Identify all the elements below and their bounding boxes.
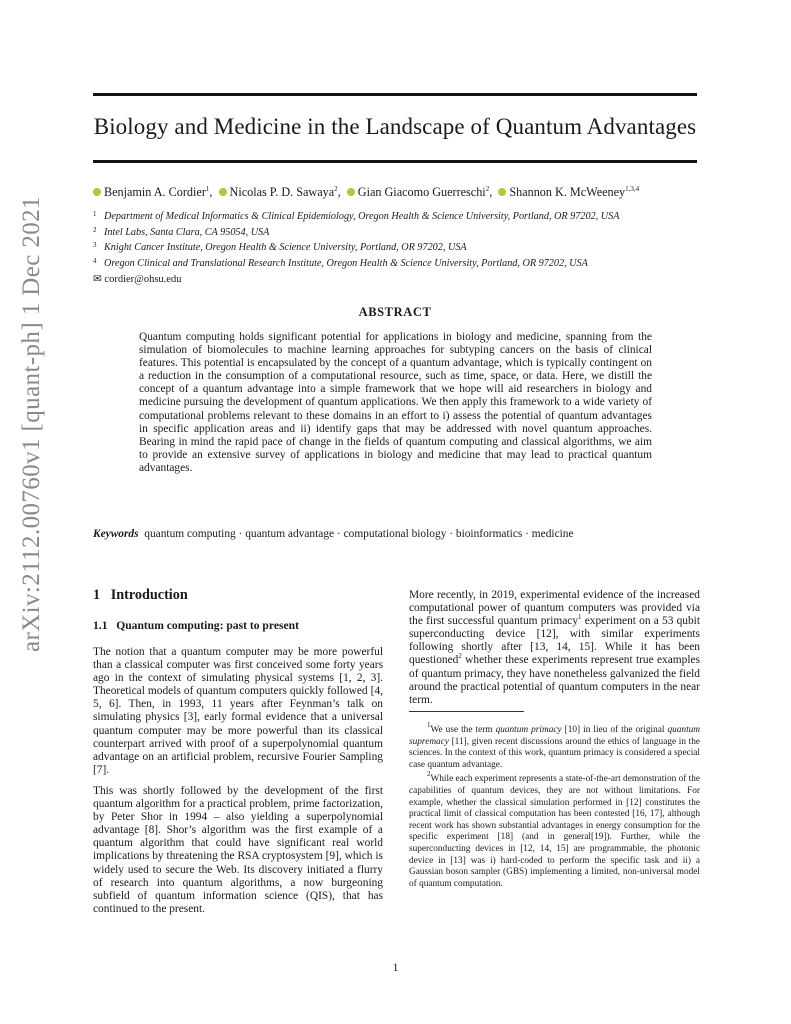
orcid-icon[interactable] (93, 188, 101, 196)
arxiv-identifier: arXiv:2112.00760v1 [quant-ph] 1 Dec 2021 (18, 196, 45, 652)
author-2[interactable]: Nicolas P. D. Sawaya$^2$ (219, 185, 338, 199)
abstract-heading: ABSTRACT (358, 305, 432, 319)
abstract-text: Quantum computing holds significant potential for applications in biology and medicine, spanning from the simulation of biomolecules to machine learning approaches for subtyping cancers on the basis of clinical features. This potential is encapsulated by the concept of a quantum advantage, which is typically contingent on a reduction in the consumption of a computational resource, such as time, space, or data. Here, we distill the concept of a quantum advantage into a simple framework that we hope will aid researchers in biology and medicine pursuing the development of quantum applications. We then apply this framework to a wide variety of computational problems relevant to these domains in an effort to i) assess the potential of quantum advantages in specific application areas and ii) identify gaps that may be addressed with novel quantum approaches. Bearing in mind the rapid pace of change in the fields of quantum computing and classical algorithms, we aim to provide an extensive survey of applications in biology and medicine that may lead to practical quantum advantages. (139, 331, 652, 474)
author-4[interactable]: Shannon K. McWeeney$^{1,3,4}$ (498, 185, 639, 199)
paragraph: This was shortly followed by the development of the first quantum algorithm for a practical problem, prime factorization, by Peter Shor in 1994 – also yielding a superpolynomial advantage [8]. Shor’s algorithm was the first example of a quantum algorithm that could have significant real world implications by threatening the RSA cryptosystem [9], which is widely used to secure the Web. Its discovery initiated a flurry of research into quantum algorithms, a now burgeoning subfield of quantum information science (QIS), that has continued to the present. (93, 784, 383, 915)
author-1[interactable]: Benjamin A. Cordier$^1$ (93, 185, 209, 199)
keywords (93, 528, 697, 540)
orcid-icon[interactable] (219, 188, 227, 196)
left-column (93, 646, 383, 916)
section-heading: 1 Introduction (93, 587, 188, 603)
keywords-label: Keywords (93, 528, 139, 540)
footnote-ref[interactable]: 1 (578, 613, 582, 622)
footnote-1: $^1$We use the term quantum primacy [10] in lieu of the original quantum supremacy [11], given recent discussions around the ethics of language in the sciences. In the context of this work, quantum primacy is considered a special case quantum advantage. (409, 721, 701, 770)
footnote-ref[interactable]: 2 (458, 652, 462, 661)
page-number: 1 (392, 960, 399, 974)
footnote-2: $^2$While each experiment represents a state-of-the-art demonstration of the capabilities of quantum devices, they are not without limitations. For example, whether the classical simulation performed in [12] constitutes the practical limit of classical computation has been contested [16, 17], although recent work has shown substantial advantages in energy consumption for the specific experiment [18] (and in general[19]). Further, while the superconducting devices in [12, 14, 15] are programmable, the photonic device in [13] was i) hard-coded to perform the specific task and ii) a Gaussian boson sampler (GBS) implementing a limited, non-universal model of quantum computation. (409, 770, 700, 889)
author-3[interactable]: Gian Giacomo Guerreschi$^2$ (347, 185, 489, 199)
email-link[interactable]: ✉ cordier@ohsu.edu (93, 274, 182, 285)
orcid-icon[interactable] (347, 188, 355, 196)
affiliation-item: 4 Oregon Clinical and Translational Research Institute, Oregon Health & Science University, Portland, OR 97202, USA (93, 257, 588, 270)
paragraph: The notion that a quantum computer may be more powerful than a classical computer was first conceived some forty years ago in the context of simulating physical systems [1, 2, 3]. Theoretical models of quantum computers quickly followed [4, 5, 6]. Then, in 1993, 11 years after Feynman’s talk on simulating physics [3], early formal evidence that a universal quantum computer may be more powerful than its classical counterpart arrived with proof of a superpolynomial quantum advantage on an artificial problem, recursive Fourier Sampling [7]. (93, 646, 383, 776)
footnote-divider (409, 711, 524, 712)
subsection-heading: 1.1 Quantum computing: past to present (93, 619, 299, 632)
orcid-icon[interactable] (498, 188, 506, 196)
paper-title: Biology and Medicine in the Landscape of Quantum Advantages (93, 114, 697, 139)
title-top-rule (93, 93, 697, 96)
affiliation-item: 1 Department of Medical Informatics & Clinical Epidemiology, Oregon Health & Science University, Portland, OR 97202, USA (93, 210, 620, 222)
affiliation-list (93, 208, 713, 271)
right-column (409, 589, 700, 707)
affiliation-item: 3 Knight Cancer Institute, Oregon Health & Science University, Portland, OR 97202, USA (93, 241, 467, 254)
title-bottom-rule (93, 160, 697, 163)
author-list: Benjamin A. Cordier$^1$, Nicolas P. D. Sawaya$^2$, Gian Giacomo Guerreschi$^2$, Shannon K. McWeeney$^{1,3,4}$ (93, 185, 697, 200)
affiliation-item: 2 Intel Labs, Santa Clara, CA 95054, USA (93, 225, 270, 238)
footnotes (409, 721, 701, 890)
paragraph: More recently, in 2019, experimental evidence of the increased computational power of quantum computers was provided via the first successful quantum primacy$^1$ experiment on a 53 qubit superconducting device [12], with similar experiments following shortly after [13, 14, 15]. While it has been questioned$^2$ whether these experiments represent true examples of quantum primacy, they have nonetheless galvanized the field around the practical potential of quantum computers in the near term. (409, 589, 701, 706)
keywords-text: quantum computing · quantum advantage · computational biology · bioinformatics · medicine (144, 528, 574, 540)
